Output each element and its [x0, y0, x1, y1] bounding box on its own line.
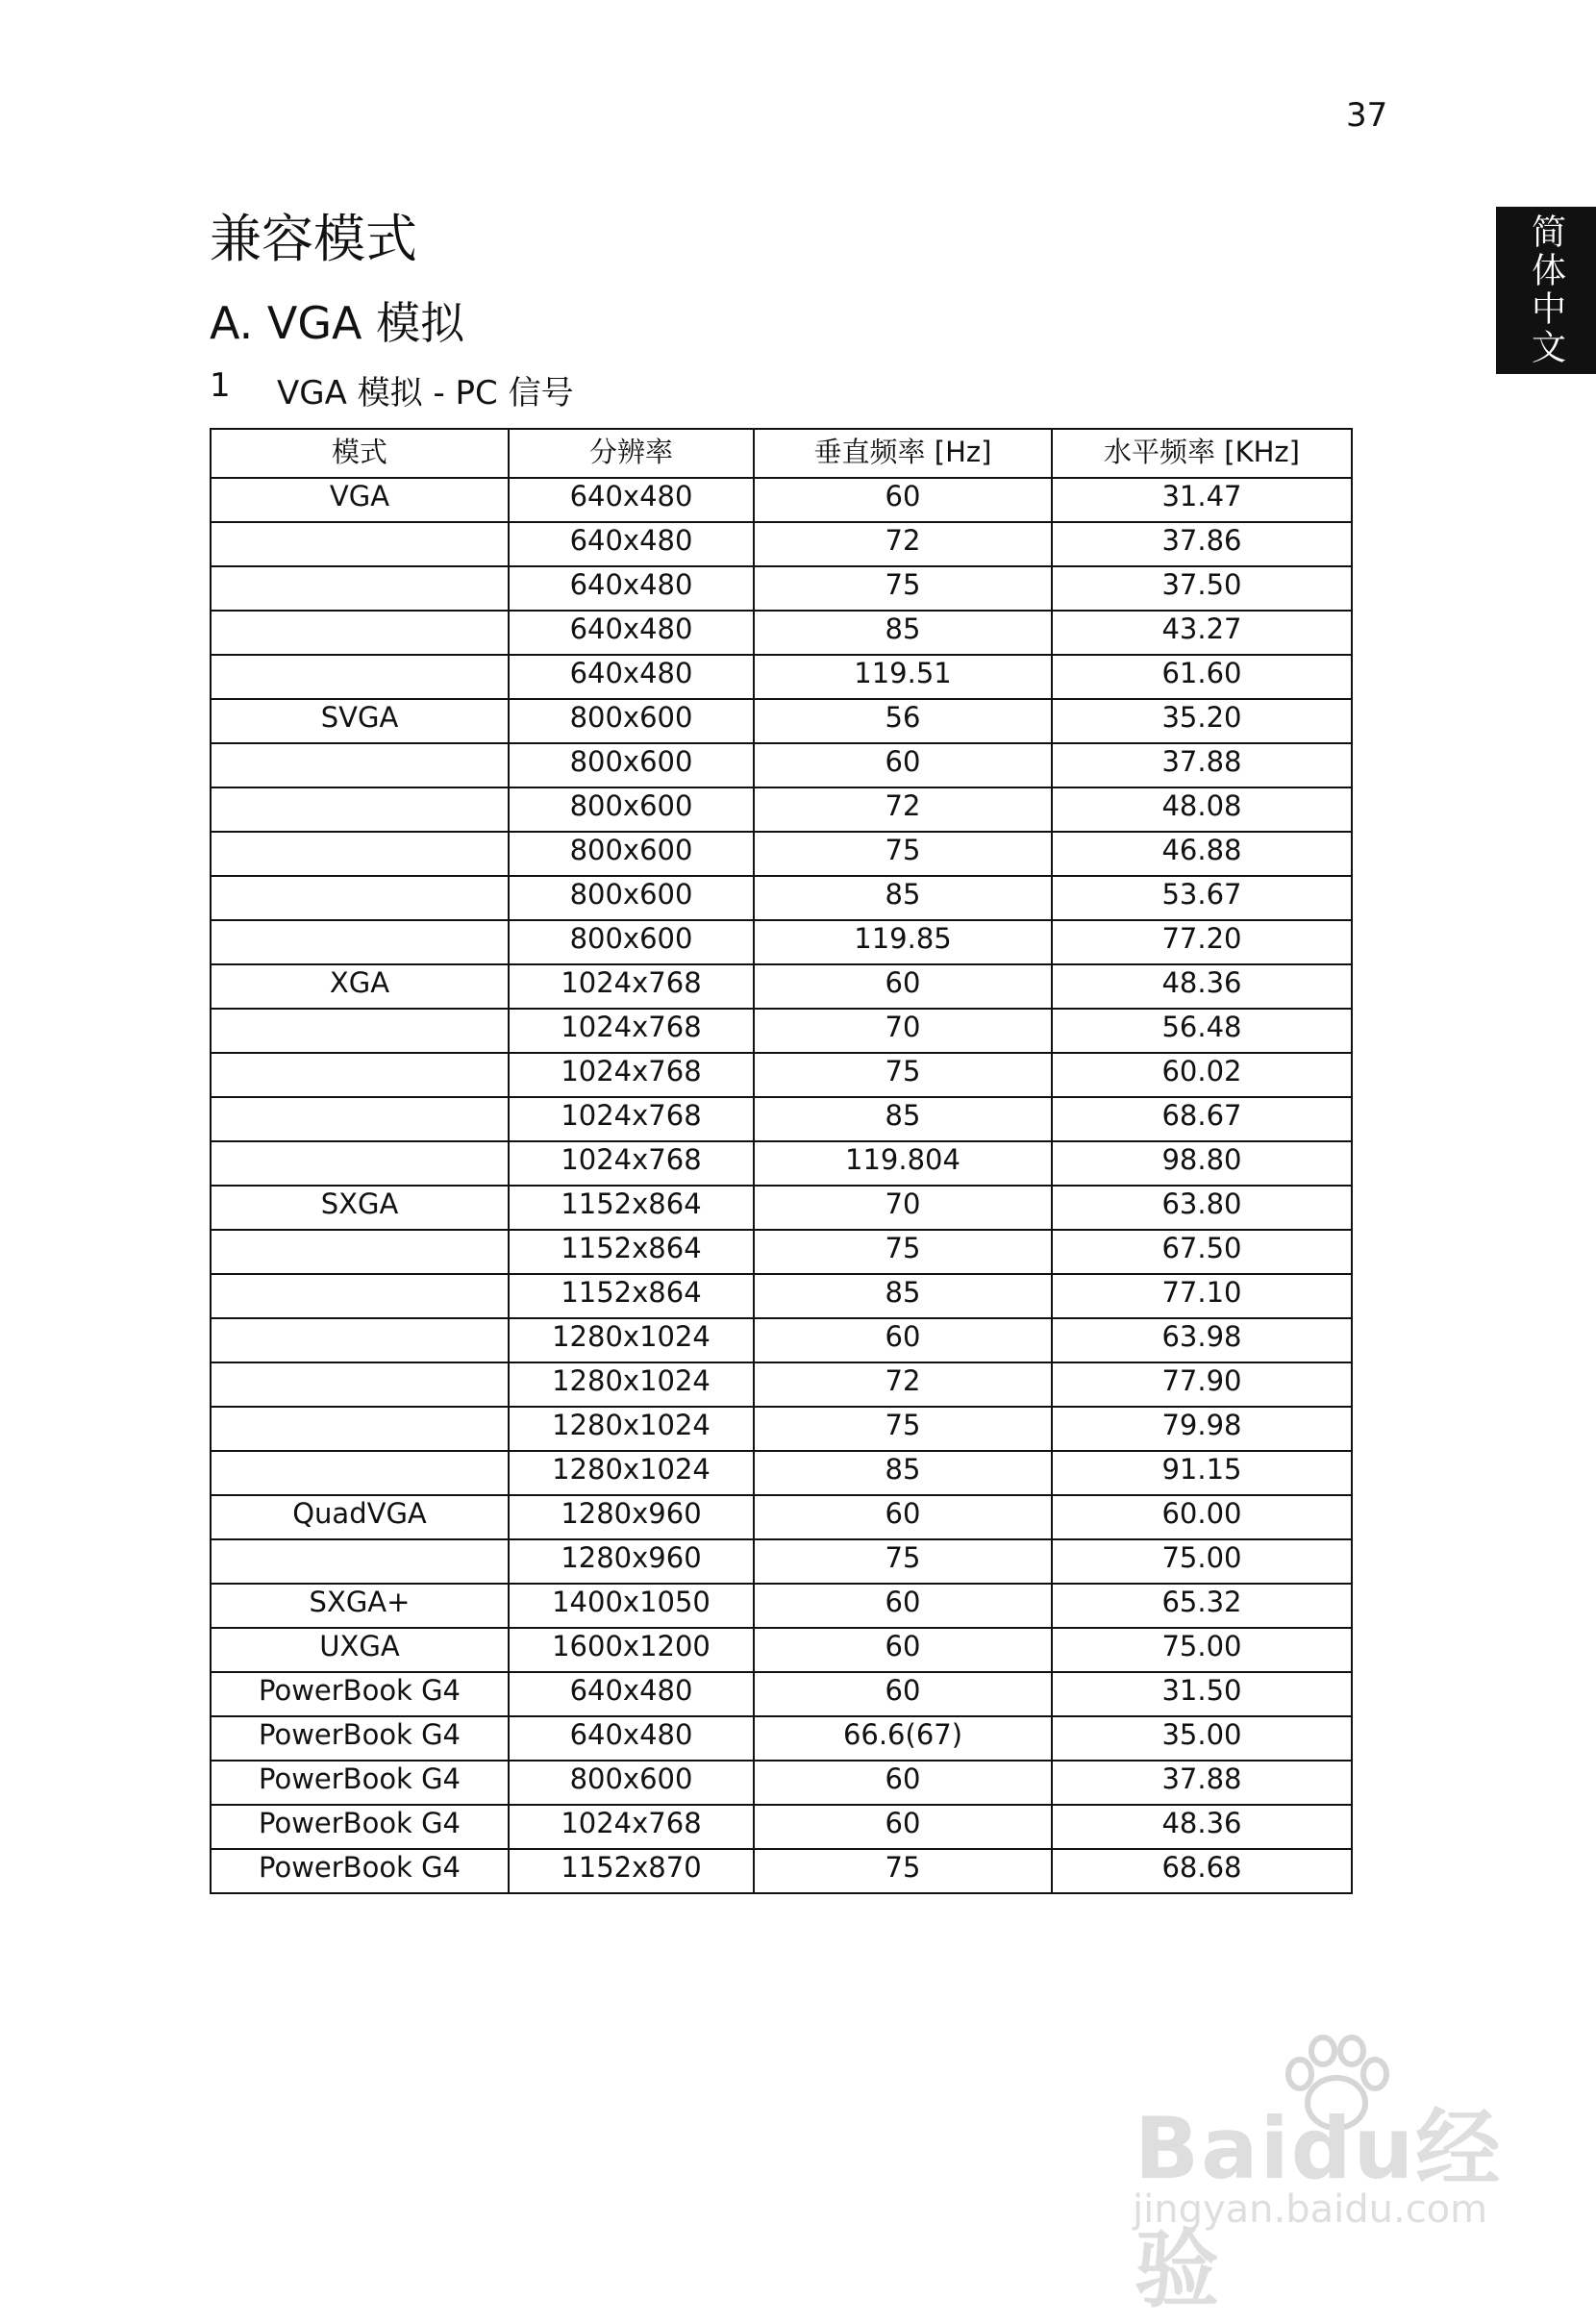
- table-row: [211, 1318, 1352, 1362]
- table-row: [211, 1849, 1352, 1893]
- cell-horizontal-frequency: 37.86: [1052, 522, 1352, 566]
- cell-mode: QuadVGA: [211, 1495, 509, 1539]
- cell-mode: PowerBook G4: [211, 1805, 509, 1849]
- cell-horizontal-frequency: 46.88: [1052, 832, 1352, 876]
- cell-mode: [211, 1009, 509, 1053]
- cell-mode: [211, 611, 509, 655]
- cell-horizontal-frequency: 68.67: [1052, 1097, 1352, 1141]
- table-row: [211, 1716, 1352, 1761]
- cell-resolution: 800x600: [509, 699, 754, 743]
- table-row: [211, 611, 1352, 655]
- table-row: [211, 1230, 1352, 1274]
- table-row: [211, 1628, 1352, 1672]
- table-header-row: [211, 429, 1352, 478]
- cell-horizontal-frequency: 68.68: [1052, 1849, 1352, 1893]
- cell-horizontal-frequency: 31.50: [1052, 1672, 1352, 1716]
- cell-mode: [211, 522, 509, 566]
- cell-vertical-frequency: 85: [754, 876, 1052, 920]
- table-row: [211, 1761, 1352, 1805]
- table-row: [211, 832, 1352, 876]
- cell-vertical-frequency: 70: [754, 1186, 1052, 1230]
- cell-mode: SXGA+: [211, 1584, 509, 1628]
- cell-vertical-frequency: 60: [754, 478, 1052, 522]
- cell-vertical-frequency: 119.804: [754, 1141, 1052, 1186]
- cell-resolution: 640x480: [509, 1716, 754, 1761]
- cell-resolution: 1152x864: [509, 1186, 754, 1230]
- cell-resolution: 1024x768: [509, 1053, 754, 1097]
- table-row: [211, 1009, 1352, 1053]
- cell-vertical-frequency: 60: [754, 1805, 1052, 1849]
- cell-mode: [211, 1539, 509, 1584]
- page-subtitle: A. VGA 模拟: [210, 297, 465, 349]
- cell-vertical-frequency: 75: [754, 1230, 1052, 1274]
- cell-vertical-frequency: 60: [754, 1761, 1052, 1805]
- cell-resolution: 1152x870: [509, 1849, 754, 1893]
- cell-mode: [211, 566, 509, 611]
- cell-resolution: 1280x960: [509, 1539, 754, 1584]
- cell-horizontal-frequency: 56.48: [1052, 1009, 1352, 1053]
- cell-resolution: 1024x768: [509, 964, 754, 1009]
- cell-mode: VGA: [211, 478, 509, 522]
- table-row: [211, 478, 1352, 522]
- cell-vertical-frequency: 72: [754, 522, 1052, 566]
- cell-vertical-frequency: 60: [754, 1318, 1052, 1362]
- cell-horizontal-frequency: 63.80: [1052, 1186, 1352, 1230]
- cell-resolution: 800x600: [509, 787, 754, 832]
- cell-mode: PowerBook G4: [211, 1849, 509, 1893]
- cell-mode: PowerBook G4: [211, 1761, 509, 1805]
- cell-horizontal-frequency: 61.60: [1052, 655, 1352, 699]
- cell-vertical-frequency: 66.6(67): [754, 1716, 1052, 1761]
- cell-horizontal-frequency: 43.27: [1052, 611, 1352, 655]
- table-row: [211, 1141, 1352, 1186]
- cell-vertical-frequency: 85: [754, 1097, 1052, 1141]
- cell-resolution: 640x480: [509, 566, 754, 611]
- table-row: [211, 1451, 1352, 1495]
- cell-resolution: 640x480: [509, 611, 754, 655]
- table-row: [211, 743, 1352, 787]
- cell-mode: [211, 1230, 509, 1274]
- table-row: [211, 655, 1352, 699]
- table-row: [211, 699, 1352, 743]
- table-row: [211, 964, 1352, 1009]
- cell-horizontal-frequency: 91.15: [1052, 1451, 1352, 1495]
- table-body: [211, 478, 1352, 1893]
- language-side-tab: [1496, 207, 1596, 374]
- header-mode: 模式: [211, 429, 509, 478]
- cell-mode: [211, 1274, 509, 1318]
- cell-resolution: 1280x1024: [509, 1451, 754, 1495]
- table-row: [211, 1274, 1352, 1318]
- cell-horizontal-frequency: 35.00: [1052, 1716, 1352, 1761]
- table-row: [211, 1053, 1352, 1097]
- cell-horizontal-frequency: 79.98: [1052, 1407, 1352, 1451]
- cell-resolution: 800x600: [509, 832, 754, 876]
- cell-resolution: 1024x768: [509, 1097, 754, 1141]
- cell-horizontal-frequency: 77.20: [1052, 920, 1352, 964]
- section-number: 1: [210, 366, 231, 405]
- section-title: VGA 模拟 - PC 信号: [277, 374, 574, 412]
- table-row: [211, 522, 1352, 566]
- header-vertical-frequency: 垂直频率 [Hz]: [754, 429, 1052, 478]
- cell-resolution: 1400x1050: [509, 1584, 754, 1628]
- cell-vertical-frequency: 75: [754, 566, 1052, 611]
- cell-vertical-frequency: 60: [754, 1584, 1052, 1628]
- table-row: [211, 1495, 1352, 1539]
- cell-horizontal-frequency: 48.36: [1052, 964, 1352, 1009]
- baidu-watermark-url: jingyan.baidu.com: [1133, 2187, 1488, 2232]
- cell-vertical-frequency: 60: [754, 1495, 1052, 1539]
- cell-vertical-frequency: 119.51: [754, 655, 1052, 699]
- cell-resolution: 1280x1024: [509, 1318, 754, 1362]
- cell-mode: [211, 1407, 509, 1451]
- cell-resolution: 640x480: [509, 1672, 754, 1716]
- cell-vertical-frequency: 60: [754, 1672, 1052, 1716]
- cell-horizontal-frequency: 37.88: [1052, 743, 1352, 787]
- cell-resolution: 1024x768: [509, 1141, 754, 1186]
- cell-horizontal-frequency: 37.50: [1052, 566, 1352, 611]
- page-number: 37: [1346, 96, 1388, 135]
- table-row: [211, 787, 1352, 832]
- cell-horizontal-frequency: 77.90: [1052, 1362, 1352, 1407]
- cell-mode: [211, 1141, 509, 1186]
- table-row: [211, 1672, 1352, 1716]
- table-row: [211, 920, 1352, 964]
- table-row: [211, 1407, 1352, 1451]
- table-row: [211, 566, 1352, 611]
- cell-vertical-frequency: 72: [754, 1362, 1052, 1407]
- table-row: [211, 876, 1352, 920]
- cell-mode: XGA: [211, 964, 509, 1009]
- cell-resolution: 1280x1024: [509, 1362, 754, 1407]
- cell-horizontal-frequency: 75.00: [1052, 1628, 1352, 1672]
- table-row: [211, 1584, 1352, 1628]
- cell-horizontal-frequency: 98.80: [1052, 1141, 1352, 1186]
- cell-vertical-frequency: 75: [754, 1053, 1052, 1097]
- cell-resolution: 1024x768: [509, 1805, 754, 1849]
- cell-mode: SVGA: [211, 699, 509, 743]
- cell-mode: [211, 1053, 509, 1097]
- cell-resolution: 800x600: [509, 920, 754, 964]
- cell-horizontal-frequency: 63.98: [1052, 1318, 1352, 1362]
- table-row: [211, 1805, 1352, 1849]
- cell-horizontal-frequency: 67.50: [1052, 1230, 1352, 1274]
- cell-horizontal-frequency: 35.20: [1052, 699, 1352, 743]
- cell-resolution: 640x480: [509, 478, 754, 522]
- table-row: [211, 1362, 1352, 1407]
- table-row: [211, 1097, 1352, 1141]
- baidu-watermark: [1125, 2034, 1509, 2319]
- baidu-watermark-logo: Baidu经验: [1135, 2099, 1503, 2319]
- cell-mode: [211, 876, 509, 920]
- cell-mode: PowerBook G4: [211, 1672, 509, 1716]
- cell-horizontal-frequency: 65.32: [1052, 1584, 1352, 1628]
- cell-vertical-frequency: 60: [754, 964, 1052, 1009]
- header-resolution: 分辨率: [509, 429, 754, 478]
- cell-vertical-frequency: 56: [754, 699, 1052, 743]
- cell-mode: [211, 787, 509, 832]
- header-horizontal-frequency: 水平频率 [KHz]: [1052, 429, 1352, 478]
- cell-horizontal-frequency: 60.02: [1052, 1053, 1352, 1097]
- cell-vertical-frequency: 60: [754, 743, 1052, 787]
- cell-horizontal-frequency: 53.67: [1052, 876, 1352, 920]
- cell-mode: [211, 655, 509, 699]
- cell-resolution: 640x480: [509, 655, 754, 699]
- cell-mode: [211, 1451, 509, 1495]
- cell-resolution: 1024x768: [509, 1009, 754, 1053]
- cell-resolution: 1152x864: [509, 1230, 754, 1274]
- cell-resolution: 1280x960: [509, 1495, 754, 1539]
- cell-vertical-frequency: 75: [754, 1407, 1052, 1451]
- section-heading: [210, 366, 574, 413]
- cell-mode: [211, 1097, 509, 1141]
- cell-mode: [211, 920, 509, 964]
- cell-horizontal-frequency: 75.00: [1052, 1539, 1352, 1584]
- cell-horizontal-frequency: 60.00: [1052, 1495, 1352, 1539]
- cell-mode: [211, 1318, 509, 1362]
- cell-horizontal-frequency: 48.08: [1052, 787, 1352, 832]
- cell-resolution: 1600x1200: [509, 1628, 754, 1672]
- cell-horizontal-frequency: 37.88: [1052, 1761, 1352, 1805]
- cell-mode: SXGA: [211, 1186, 509, 1230]
- cell-resolution: 800x600: [509, 1761, 754, 1805]
- cell-mode: [211, 832, 509, 876]
- cell-vertical-frequency: 85: [754, 1451, 1052, 1495]
- cell-horizontal-frequency: 77.10: [1052, 1274, 1352, 1318]
- cell-resolution: 640x480: [509, 522, 754, 566]
- cell-vertical-frequency: 85: [754, 611, 1052, 655]
- cell-vertical-frequency: 85: [754, 1274, 1052, 1318]
- cell-vertical-frequency: 75: [754, 832, 1052, 876]
- cell-vertical-frequency: 75: [754, 1539, 1052, 1584]
- cell-mode: [211, 1362, 509, 1407]
- page-title: 兼容模式: [210, 209, 417, 269]
- cell-vertical-frequency: 119.85: [754, 920, 1052, 964]
- cell-vertical-frequency: 60: [754, 1628, 1052, 1672]
- cell-resolution: 1152x864: [509, 1274, 754, 1318]
- table-row: [211, 1186, 1352, 1230]
- cell-mode: UXGA: [211, 1628, 509, 1672]
- cell-horizontal-frequency: 31.47: [1052, 478, 1352, 522]
- compatibility-table: [210, 428, 1353, 1894]
- cell-resolution: 1280x1024: [509, 1407, 754, 1451]
- cell-vertical-frequency: 70: [754, 1009, 1052, 1053]
- language-side-tab-label: 简体中文: [1526, 213, 1566, 367]
- cell-resolution: 800x600: [509, 876, 754, 920]
- cell-horizontal-frequency: 48.36: [1052, 1805, 1352, 1849]
- cell-resolution: 800x600: [509, 743, 754, 787]
- table-row: [211, 1539, 1352, 1584]
- cell-vertical-frequency: 75: [754, 1849, 1052, 1893]
- cell-mode: [211, 743, 509, 787]
- cell-vertical-frequency: 72: [754, 787, 1052, 832]
- cell-mode: PowerBook G4: [211, 1716, 509, 1761]
